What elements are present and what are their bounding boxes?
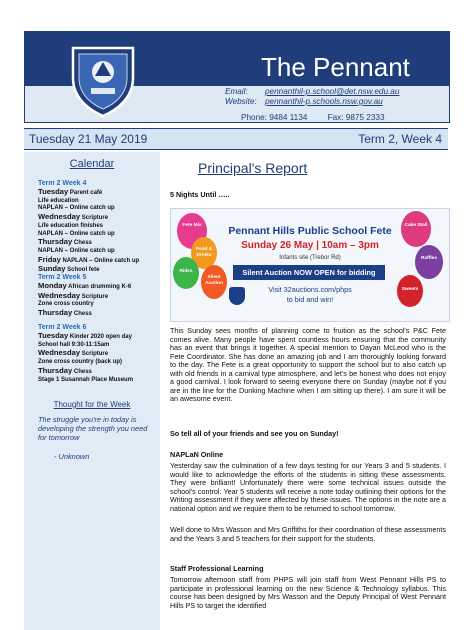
fete-paragraph: This Sunday sees months of planning come to fruition as the school's P&C Fete comes alive. Many people have spent countless hours ensuring that the community has an event that brings it together. A special mention to Dayan McLeod who is the Fete Coordinator. She has done an amazing job and I am thoroughly looking forward to the day. The Fete is a great opportunity to support the school but to also catch up with old friends in a carnival type atmosphere, and let's be honest who does not enjoy a good carnival. I look forward to seeing everyone there on Sunday (maybe not if you are in the line for the Dunking Machine when I am sitting up there). I am sure it will be an awesome event. [170, 326, 446, 403]
calendar-line: Wednesday Scripture [38, 290, 109, 300]
calendar-line: Friday NAPLAN – Online catch up [38, 254, 140, 264]
website-link[interactable]: pennanthil-p.schools.nsw.gov.au [265, 97, 383, 106]
flyer-url[interactable]: Visit 32auctions.com/phps [268, 285, 352, 294]
flyer-url-cta: to bid and win! [286, 295, 334, 304]
school-crest-icon [65, 42, 141, 118]
phone-number: Phone: 9484 1134 [241, 113, 308, 122]
calendar-line: NAPLAN – Online catch up [38, 247, 115, 254]
week-heading: Term 2 Week 5 [38, 274, 87, 281]
calendar-line: Wednesday Scripture [38, 212, 109, 222]
flyer-venue: Infants site (Trebor Rd) [279, 255, 341, 261]
calendar-line: Thursday Chess [38, 237, 92, 247]
calendar-line: Thursday Chess [38, 365, 92, 375]
calendar-line: Tuesday Parent café [38, 187, 103, 196]
calendar-line: Monday African drumming K-6 [38, 281, 132, 290]
staff-learning-paragraph: Tomorrow afternoon staff from PHPS will join staff from West Pennant Hills PS to participate in professional learning on the new Science & Technology syllabus. This course has been designed by Mrs Wasson and the Deputy Principal of West Pennant Hills PS to target the identified [170, 575, 446, 610]
email-label: Email: [225, 87, 248, 96]
intro-heading: 5 Nights Until ….. [170, 190, 230, 199]
balloon-label: Sweets [401, 287, 419, 292]
date-bar [24, 128, 448, 150]
balloon-label: Food & Drinks [195, 247, 213, 258]
naplan-heading: NAPLaN Online [170, 450, 224, 459]
naplan-paragraph-1: Yesterday saw the culmination of a few days testing for our Years 3 and 5 students. I would like to acknowledge the efforts of the students in sitting these assessments. They were brilliant! Unfortunately there were some technical issues outside the school's control. Year 5 students will receive a note today outlining their options for the Writing assessment if they were affected by these issues. The options in the note are a national option and we require them to be returned to school tomorrow. [170, 461, 446, 513]
phone-fax [241, 113, 403, 122]
calendar-title: Calendar [69, 158, 115, 170]
fax-number: Fax: 9875 2333 [327, 113, 385, 122]
calendar-week-4 [38, 180, 158, 275]
email-link[interactable]: pennanthil-p.school@det.nsw.edu.au [265, 87, 400, 96]
term-week: Term 2, Week 4 [358, 132, 442, 146]
balloon-label: Silent Auction [205, 275, 223, 286]
contact-details [225, 87, 399, 107]
calendar-line: Thursday Chess [38, 308, 92, 318]
report-title: Principal's Report [198, 160, 308, 176]
calendar-line: Wednesday Scripture [38, 348, 109, 358]
calendar-line: School hall 9:30-11:15am [38, 341, 110, 348]
issue-date: Tuesday 21 May 2019 [29, 132, 148, 146]
calendar-line: Tuesday Kinder 2020 open day [38, 331, 132, 340]
naplan-paragraph-2: Well done to Mrs Wasson and Mrs Griffiths for their coordination of these assessments and the Years 3 and 5 teachers for their support for the students. [170, 525, 446, 543]
website-label: Website: [225, 97, 257, 106]
calendar-week-5 [38, 274, 158, 319]
balloon-label: Cake Stall [404, 223, 428, 228]
thought-text: The struggle you're in today is developing the strength you need for tomorrow [38, 415, 148, 442]
calendar-week-6 [38, 324, 158, 384]
calendar-line: NAPLAN – Online catch up [38, 205, 115, 212]
calendar-line: NAPLAN – Online catch up [38, 230, 115, 237]
header-banner [24, 31, 450, 123]
calendar-line: Stage 1 Susannah Place Museum [38, 376, 134, 383]
thought-author: - Unknown [54, 452, 90, 461]
week-heading: Term 2 Week 4 [38, 180, 87, 187]
calendar-line: Life education finishes [38, 222, 104, 229]
calendar-line: Zone cross country (back up) [38, 359, 123, 366]
fete-closing-line: So tell all of your friends and see you on Sunday! [170, 429, 339, 438]
week-heading: Term 2 Week 6 [38, 324, 87, 331]
balloon-label: Raffles [421, 256, 437, 261]
staff-learning-heading: Staff Professional Learning [170, 564, 264, 573]
balloon-label: Fete Mix [182, 223, 202, 228]
calendar-line: Sunday School fete [38, 264, 100, 274]
flyer-title: Pennant Hills Public School Fete [228, 225, 392, 237]
flyer-date: Sunday 26 May | 10am – 3pm [241, 240, 379, 251]
calendar-line: Life education [38, 197, 79, 204]
newsletter-title: The Pennant [261, 52, 410, 82]
flyer-auction-banner: Silent Auction NOW OPEN for bidding [233, 265, 385, 280]
thought-title: Thought for the Week [53, 400, 131, 409]
fete-flyer [170, 208, 450, 322]
balloon-label: Rides [179, 269, 193, 274]
calendar-sidebar [24, 152, 160, 630]
calendar-line: Zone cross country [38, 301, 94, 308]
